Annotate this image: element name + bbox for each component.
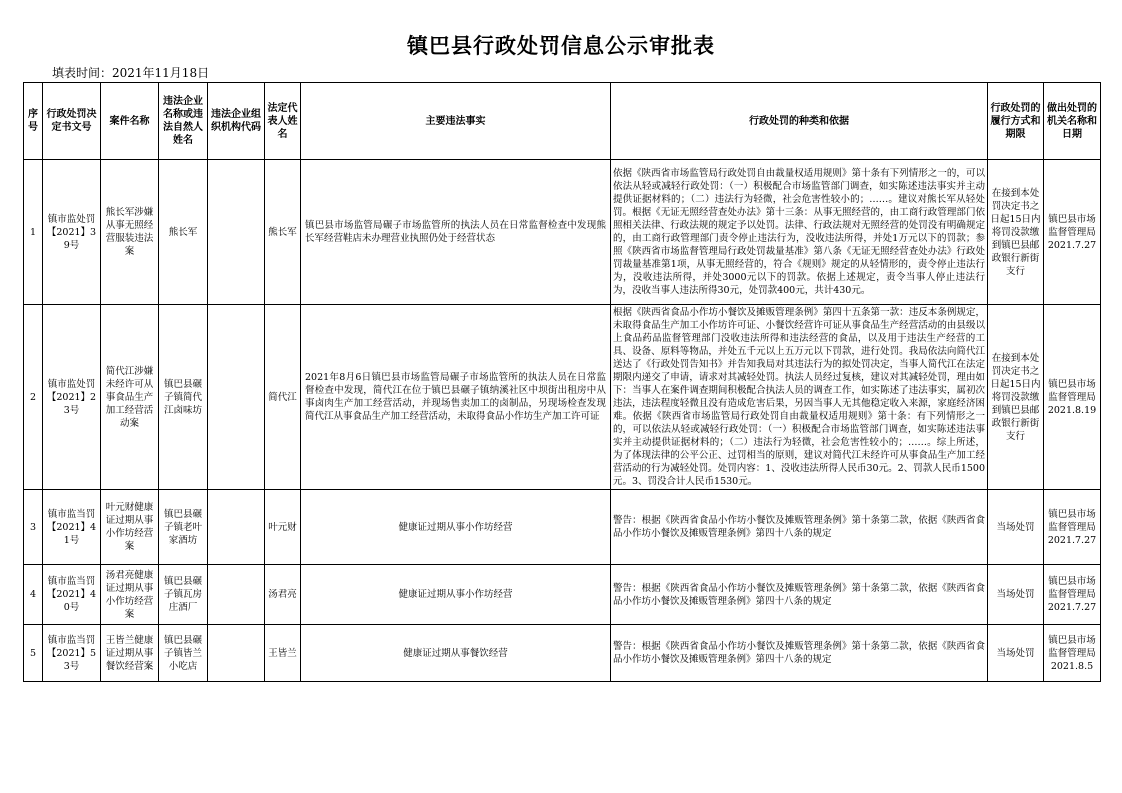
cell-facts: 健康证过期从事小作坊经营 xyxy=(301,565,611,625)
cell-seq: 1 xyxy=(24,160,43,305)
cell-violator: 镇巴县碾子镇皆兰小吃店 xyxy=(159,625,208,682)
cell-seq: 5 xyxy=(24,625,43,682)
cell-org-code xyxy=(208,625,265,682)
cell-execution: 在接到本处罚决定书之日起15日内将罚没款缴到镇巴县邮政银行新街支行 xyxy=(988,160,1044,305)
cell-penalty: 警告：根据《陕西省食品小作坊小餐饮及摊贩管理条例》第十条第二款，依据《陕西省食品小作坊小餐饮及摊贩管理条例》第四十八条的规定 xyxy=(611,490,988,565)
table-row xyxy=(24,160,1101,305)
cell-facts: 镇巴县市场监管局碾子市场监管所的执法人员在日常监督检查中发现熊长军经营鞋店未办理营业执照仍处于经营状态 xyxy=(301,160,611,305)
cell-legal-rep: 熊长军 xyxy=(265,160,301,305)
cell-facts: 健康证过期从事餐饮经营 xyxy=(301,625,611,682)
page-title: 镇巴县行政处罚信息公示审批表 xyxy=(407,33,715,58)
cell-doc-no: 镇市监当罚【2021】53号 xyxy=(43,625,101,682)
cell-violator: 镇巴县碾子镇瓦房庄酒厂 xyxy=(159,565,208,625)
cell-violator: 熊长军 xyxy=(159,160,208,305)
cell-violator: 镇巴县碾子镇简代江卤味坊 xyxy=(159,305,208,490)
cell-legal-rep: 王皆兰 xyxy=(265,625,301,682)
cell-case-name: 王皆兰健康证过期从事餐饮经营案 xyxy=(101,625,159,682)
cell-authority: 镇巴县市场监督管理局2021.7.27 xyxy=(1044,565,1101,625)
header-case-name: 案件名称 xyxy=(101,83,159,160)
cell-penalty: 依据《陕西省市场监管局行政处罚自由裁量权适用规则》第十条有下列情形之一的，可以依法从轻或减轻行政处罚：（一）积极配合市场监管部门调查，如实陈述违法事实并主动提供证据材料的；（二）违法行为轻微，社会危害性较小的；……。建议对熊长军从轻处罚。根据《无证无照经营查处办法》第十三条：从事无照经营的，由工商行政管理部门依照相关法律、行政法规的规定予以处罚。法律、行政法规对无照经营的处罚没有明确规定的，由工商行政管理部门责令停止违法行为，没收违法所得，并处1万元以下的罚款；参照《陕西省市场监督管理局行政处罚裁量基准》第八条《无证无照经营查处办法》行政处罚裁量基准第1项，从事无照经营的，符合《规则》规定的从轻情形的，责令停止违法行为，没收违法所得，并处3000元以下的罚款。依据上述规定，责令当事人停止违法行为，没收当事人违法所得30元，处罚款400元，共计430元。 xyxy=(611,160,988,305)
cell-doc-no: 镇市监当罚【2021】41号 xyxy=(43,490,101,565)
header-facts: 主要违法事实 xyxy=(301,83,611,160)
cell-facts: 2021年8月6日镇巴县市场监管局碾子市场监管所的执法人员在日常监督检查中发现，简代江在位于镇巴县碾子镇纳溪社区中坝街出租房中从事卤肉生产加工经营活动，并现场售卖加工的卤制品，另现场检查发现简代江从事食品生产加工经营活动，未取得食品小作坊生产加工许可证 xyxy=(301,305,611,490)
cell-facts: 健康证过期从事小作坊经营 xyxy=(301,490,611,565)
header-authority: 做出处罚的机关名称和日期 xyxy=(1044,83,1101,160)
header-penalty: 行政处罚的种类和依据 xyxy=(611,83,988,160)
header-seq: 序号 xyxy=(24,83,43,160)
cell-org-code xyxy=(208,490,265,565)
header-doc-no: 行政处罚决定书文号 xyxy=(43,83,101,160)
table-row xyxy=(24,490,1101,565)
cell-authority: 镇巴县市场监督管理局2021.8.19 xyxy=(1044,305,1101,490)
header-legal-rep: 法定代表人姓名 xyxy=(265,83,301,160)
cell-execution: 当场处罚 xyxy=(988,565,1044,625)
header-execution: 行政处罚的履行方式和期限 xyxy=(988,83,1044,160)
cell-doc-no: 镇市监当罚【2021】40号 xyxy=(43,565,101,625)
cell-authority: 镇巴县市场监督管理局2021.7.27 xyxy=(1044,490,1101,565)
cell-case-name: 叶元财健康证过期从事小作坊经营案 xyxy=(101,490,159,565)
header-row xyxy=(24,83,1101,160)
header-violator: 违法企业名称或违法自然人姓名 xyxy=(159,83,208,160)
cell-authority: 镇巴县市场监督管理局2021.7.27 xyxy=(1044,160,1101,305)
cell-penalty: 根据《陕西省食品小作坊小餐饮及摊贩管理条例》第四十五条第一款：违反本条例规定，未取得食品生产加工小作坊许可证、小餐饮经营许可证从事食品生产经营活动的由县级以上食品药品监督管理部门没收违法所得和违法经营的食品，以及用于违法生产经营的工具、设备、原料等物品，并处五千元以上五万元以下罚款，进行处罚。我局依法向简代江送达了《行政处罚告知书》并告知我局对其违法行为的拟处罚决定，当事人简代江在法定期限内递交了申请，请求对其减轻处罚。执法人员经过复核，建议对其减轻处罚，理由如下：当事人在案件调查期间积极配合执法人员的调查工作，如实陈述了违法事实，属初次违法，违法程度轻微且没有造成危害后果，另因当事人无其他稳定收入来源，家庭经济困难。依据《陕西省市场监管局行政处罚自由裁量权适用规则》第十条：有下列情形之一的，可以依法从轻或减轻行政处罚：（一）积极配合市场监管部门调查，如实陈述违法事实并主动提供证据材料的；（二）违法行为轻微，社会危害性较小的；……。综上所述，为了体现法律的公平公正、过罚相当的原则，建议对简代江未经许可从事食品生产加工经营活动的行为减轻处罚。处罚内容：1、没收违法所得人民币30元。2、罚款人民币1500元。3、罚没合计人民币1530元。 xyxy=(611,305,988,490)
cell-violator: 镇巴县碾子镇老叶家酒坊 xyxy=(159,490,208,565)
cell-legal-rep: 叶元财 xyxy=(265,490,301,565)
cell-seq: 4 xyxy=(24,565,43,625)
cell-doc-no: 镇市监处罚【2021】23号 xyxy=(43,305,101,490)
cell-authority: 镇巴县市场监督管理局2021.8.5 xyxy=(1044,625,1101,682)
cell-execution: 当场处罚 xyxy=(988,490,1044,565)
cell-doc-no: 镇市监处罚【2021】39号 xyxy=(43,160,101,305)
header-org-code: 违法企业组织机构代码 xyxy=(208,83,265,160)
cell-legal-rep: 简代江 xyxy=(265,305,301,490)
cell-penalty: 警告：根据《陕西省食品小作坊小餐饮及摊贩管理条例》第十条第二款，依据《陕西省食品小作坊小餐饮及摊贩管理条例》第四十八条的规定 xyxy=(611,625,988,682)
cell-seq: 2 xyxy=(24,305,43,490)
table-row xyxy=(24,625,1101,682)
cell-execution: 在接到本处罚决定书之日起15日内将罚没款缴到镇巴县邮政银行新街支行 xyxy=(988,305,1044,490)
cell-penalty: 警告：根据《陕西省食品小作坊小餐饮及摊贩管理条例》第十条第二款，依据《陕西省食品小作坊小餐饮及摊贩管理条例》第四十八条的规定 xyxy=(611,565,988,625)
cell-org-code xyxy=(208,565,265,625)
cell-legal-rep: 汤君亮 xyxy=(265,565,301,625)
table-row xyxy=(24,565,1101,625)
cell-case-name: 熊长军涉嫌从事无照经营服装违法案 xyxy=(101,160,159,305)
cell-seq: 3 xyxy=(24,490,43,565)
penalty-table xyxy=(23,82,1101,682)
table-row xyxy=(24,305,1101,490)
cell-org-code xyxy=(208,305,265,490)
cell-execution: 当场处罚 xyxy=(988,625,1044,682)
cell-case-name: 简代江涉嫌未经许可从事食品生产加工经营活动案 xyxy=(101,305,159,490)
fill-date: 填表时间：2021年11月18日 xyxy=(52,66,210,80)
cell-case-name: 汤君亮健康证过期从事小作坊经营案 xyxy=(101,565,159,625)
cell-org-code xyxy=(208,160,265,305)
